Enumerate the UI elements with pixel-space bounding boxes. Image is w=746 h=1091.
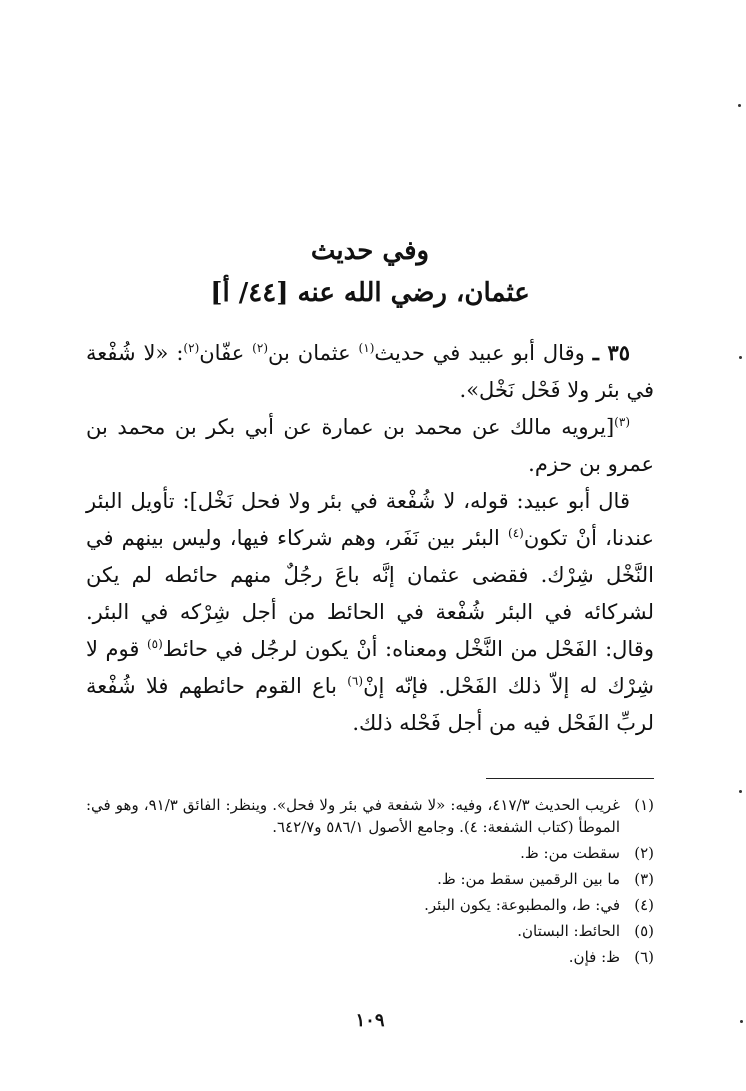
scan-speck <box>738 104 741 107</box>
footnote-mark: (٢) <box>634 844 654 862</box>
footnote-item <box>86 842 654 864</box>
footnote-ref-3[interactable]: (٣) <box>614 415 630 429</box>
footnote-divider <box>486 778 654 779</box>
footnote-ref-6[interactable]: (٦) <box>347 674 364 688</box>
footnote-mark: (٤) <box>634 896 654 914</box>
footnote-text: سقطت من: ظ. <box>520 844 620 862</box>
commentary-text-4: باع القوم حائطهم فلا شُفْعة لربِّ الفَحْل فيه من أجل فَحْله ذلك. <box>86 674 654 735</box>
footnote-ref-2b[interactable]: (٢) <box>183 341 200 355</box>
hadith-quote: «لا شُفْعة في بئر ولا فَحْل نَخْل». <box>86 341 654 402</box>
footnotes-list <box>86 794 654 972</box>
chapter-heading-line-1: وفي حديث <box>310 236 430 266</box>
footnote-item <box>86 894 654 916</box>
commentary-text-1: قال أبو عبيد: قوله، لا شُفْعة في بئر ولا فحل نَخْل]: تأويل البئر عندنا، أنْ تكون <box>86 489 654 550</box>
main-text <box>86 334 654 742</box>
footnote-mark: (٥) <box>634 922 654 940</box>
hadith-paragraph <box>86 334 654 409</box>
footnote-ref-4[interactable]: (٤) <box>508 526 524 540</box>
book-page <box>86 0 654 1091</box>
intro-text-end: عفّان <box>199 341 253 365</box>
footnote-text: الحائط: البستان. <box>517 922 620 940</box>
commentary-text-2: البئر بين نَفَر، وهم شركاء فيها، وليس بينهم في النَّخْل شِرْك. فقضى عثمان إنَّه باعَ رجُلٌ منهم حائطه لم يكن لشركائه في البئر شُفْعة في الحائط من أجل شِرْكه في البئر. وقال: الفَحْل من النَّخْل ومعناه: أنْ يكون لرجُل في حائط <box>86 526 654 661</box>
intro-colon: : <box>176 341 184 365</box>
footnote-text: ما بين الرقمين سقط من: ظ. <box>437 870 620 888</box>
footnote-item <box>86 794 654 838</box>
chapter-heading-line-2: عثمان، رضي الله عنه [٤٤/ أ] <box>210 278 530 308</box>
footnote-item <box>86 868 654 890</box>
footnote-mark: (٦) <box>634 948 654 966</box>
page-number: ١٠٩ <box>355 1010 385 1031</box>
commentary-text-3: قوم لا شِرْك له إلاّ ذلك الفَحْل. فإنّه إنْ <box>86 637 655 698</box>
footnote-ref-5[interactable]: (٥) <box>146 637 163 651</box>
scan-speck <box>739 356 742 359</box>
footnote-text: ظ: فإن. <box>568 948 620 966</box>
footnote-ref-2a[interactable]: (٢) <box>252 341 268 355</box>
footnote-text: في: ط، والمطبوعة: يكون البئر. <box>424 896 620 914</box>
footnote-mark: (٣) <box>634 870 654 888</box>
footnote-ref-1[interactable]: (١) <box>358 341 375 355</box>
footnote-text: غريب الحديث ٤١٧/٣، وفيه: «لا شفعة في بئر ولا فحل». وينظر: الفائق ٩١/٣، وهو في: الموطأ (كتاب الشفعة: ٤). وجامع الأصول ٥٨٦/١ و٦٤٢/٧. <box>86 796 620 836</box>
intro-text-mid: عثمان بن <box>268 341 359 365</box>
entry-number: ٣٥ ـ <box>592 340 630 365</box>
footnote-item <box>86 920 654 942</box>
narration-paragraph <box>86 409 654 483</box>
footnote-item <box>86 946 654 968</box>
scan-speck <box>739 790 742 793</box>
commentary-paragraph <box>86 483 654 742</box>
footnote-mark: (١) <box>634 796 654 814</box>
narration-text: [يرويه مالك عن محمد بن عمارة عن أبي بكر بن محمد بن عمرو بن حزم. <box>86 415 654 476</box>
intro-text-start: وقال أبو عبيد في حديث <box>374 341 585 365</box>
scan-speck <box>740 1020 743 1023</box>
